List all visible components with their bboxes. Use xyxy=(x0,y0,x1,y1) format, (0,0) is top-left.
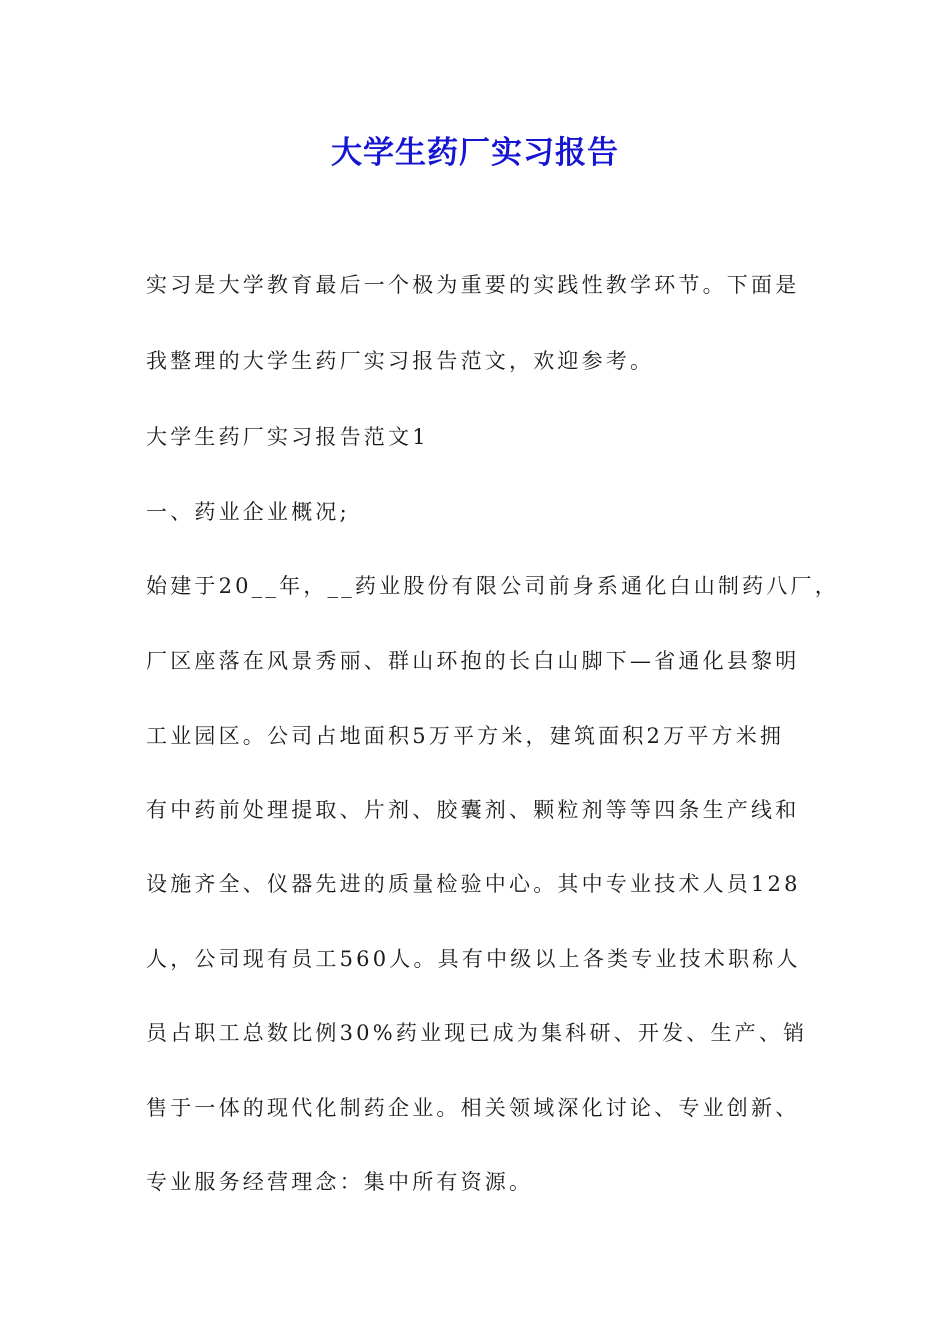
text-line-2: 我整理的大学生药厂实习报告范文，欢迎参考。 xyxy=(146,349,655,373)
section-heading-sample-1: 大学生药厂实习报告范文1 xyxy=(146,425,429,449)
text-line-1: 实习是大学教育最后一个极为重要的实践性教学环节。下面是 xyxy=(146,273,800,297)
text-line-13: 专业服务经营理念：集中所有资源。 xyxy=(146,1170,534,1194)
text-line-5: 始建于20__年，__药业股份有限公司前身系通化白山制药八厂， xyxy=(146,574,839,598)
text-line-8: 有中药前处理提取、片剂、胶囊剂、颗粒剂等等四条生产线和 xyxy=(146,798,800,822)
text-line-12: 售于一体的现代化制药企业。相关领域深化讨论、专业创新、 xyxy=(146,1096,800,1120)
document-title: 大学生药厂实习报告 xyxy=(331,135,619,171)
text-line-6: 厂区座落在风景秀丽、群山环抱的长白山脚下—省通化县黎明 xyxy=(146,649,800,673)
text-line-10: 人，公司现有员工560人。具有中级以上各类专业技术职称人 xyxy=(146,947,801,971)
text-line-9: 设施齐全、仪器先进的质量检验中心。其中专业技术人员128 xyxy=(146,872,801,896)
section-heading-company-overview: 一、药业企业概况; xyxy=(146,500,350,524)
text-line-7: 工业园区。公司占地面积5万平方米，建筑面积2万平方米拥 xyxy=(146,724,785,748)
text-line-11: 员占职工总数比例30%药业现已成为集科研、开发、生产、销 xyxy=(146,1021,808,1045)
